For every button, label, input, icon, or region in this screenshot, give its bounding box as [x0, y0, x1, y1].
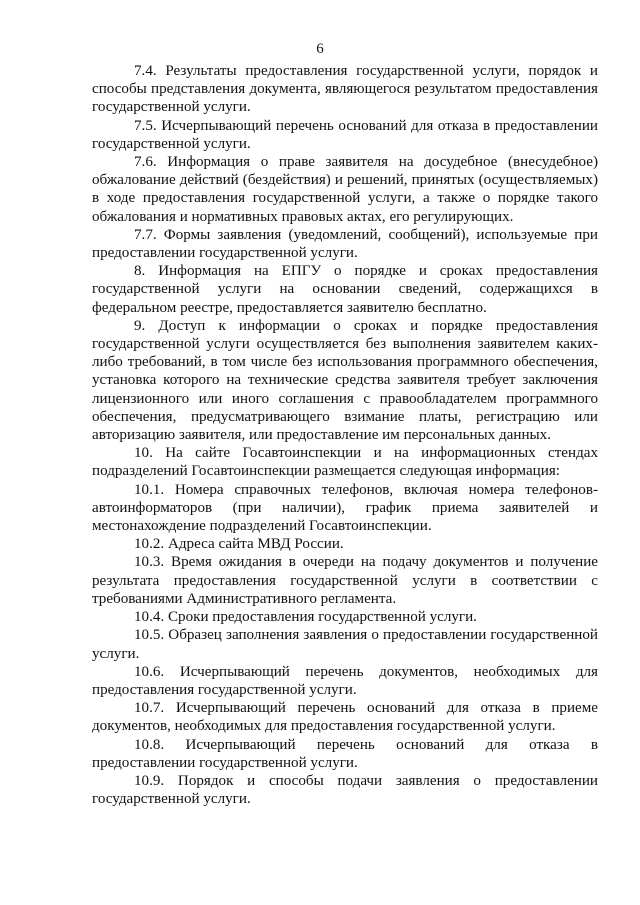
- paragraph-10-9: 10.9. Порядок и способы подачи заявления о предоставлении государственной услуги.: [92, 772, 598, 808]
- paragraph-7-6: 7.6. Информация о праве заявителя на досудебное (внесудебное) обжалование действий (бездействия) и решений, принятых (осуществляемых) в ходе предоставления государственной услуги, а также о порядке такого обжалования и нормативных правовых актах, его регулирующих.: [92, 154, 598, 225]
- paragraph-10-2: 10.2. Адреса сайта МВД России.: [134, 536, 344, 553]
- paragraph-10-7: 10.7. Исчерпывающий перечень оснований для отказа в приеме документов, необходимых для предоставления государственной услуги.: [92, 700, 598, 735]
- paragraph-10-3: 10.3. Время ожидания в очереди на подачу документов и получение результата предоставления государственной услуги в соответствии с требованиями Административного регламента.: [92, 554, 598, 607]
- paragraph-7-5: 7.5. Исчерпывающий перечень оснований для отказа в предоставлении государственной услуги.: [92, 117, 598, 152]
- page-number: 6: [316, 41, 324, 57]
- paragraph-9: 9. Доступ к информации о сроках и порядке предоставления государственной услуги осуществляется без выполнения заявителем каких-либо требований, в том числе без использования программного обеспечения, установка которого на технические средства заявителя требует заключения лицензионного или иного соглашения с правообладателем программного обеспечения, предусматривающего взимание платы, регистрацию или авторизацию заявителя, или предоставление им персональных данных.: [92, 317, 598, 444]
- paragraph-10-1: 10.1. Номера справочных телефонов, включая номера телефонов-автоинформаторов (при наличии), график приема заявителей и местонахождение подразделений Госавтоинспекции.: [92, 481, 598, 535]
- paragraph-7-4: 7.4. Результаты предоставления государственной услуги, порядок и способы представления документа, являющегося результатом предоставления государственной услуги.: [92, 63, 598, 116]
- paragraph-10: 10. На сайте Госавтоинспекции и на информационных стендах подразделений Госавтоинспекции размещается следующая информация:: [92, 445, 598, 480]
- paragraph-10-5: 10.5. Образец заполнения заявления о предоставлении государственной услуги.: [92, 627, 598, 662]
- paragraph-7-7: 7.7. Формы заявления (уведомлений, сообщений), используемые при предоставлении государственной услуги.: [92, 226, 598, 262]
- paragraph-10-4: 10.4. Сроки предоставления государственной услуги.: [134, 609, 477, 626]
- paragraph-10-6: 10.6. Исчерпывающий перечень документов, необходимых для предоставления государственной услуги.: [92, 663, 598, 698]
- paragraph-10-8: 10.8. Исчерпывающий перечень оснований для отказа в предоставлении государственной услуги.: [92, 736, 598, 771]
- document-body: [92, 62, 598, 808]
- paragraph-8: 8. Информация на ЕПГУ о порядке и сроках предоставления государственной услуги на основании сведений, содержащихся в федеральном реестре, предоставляется заявителю бесплатно.: [92, 263, 598, 316]
